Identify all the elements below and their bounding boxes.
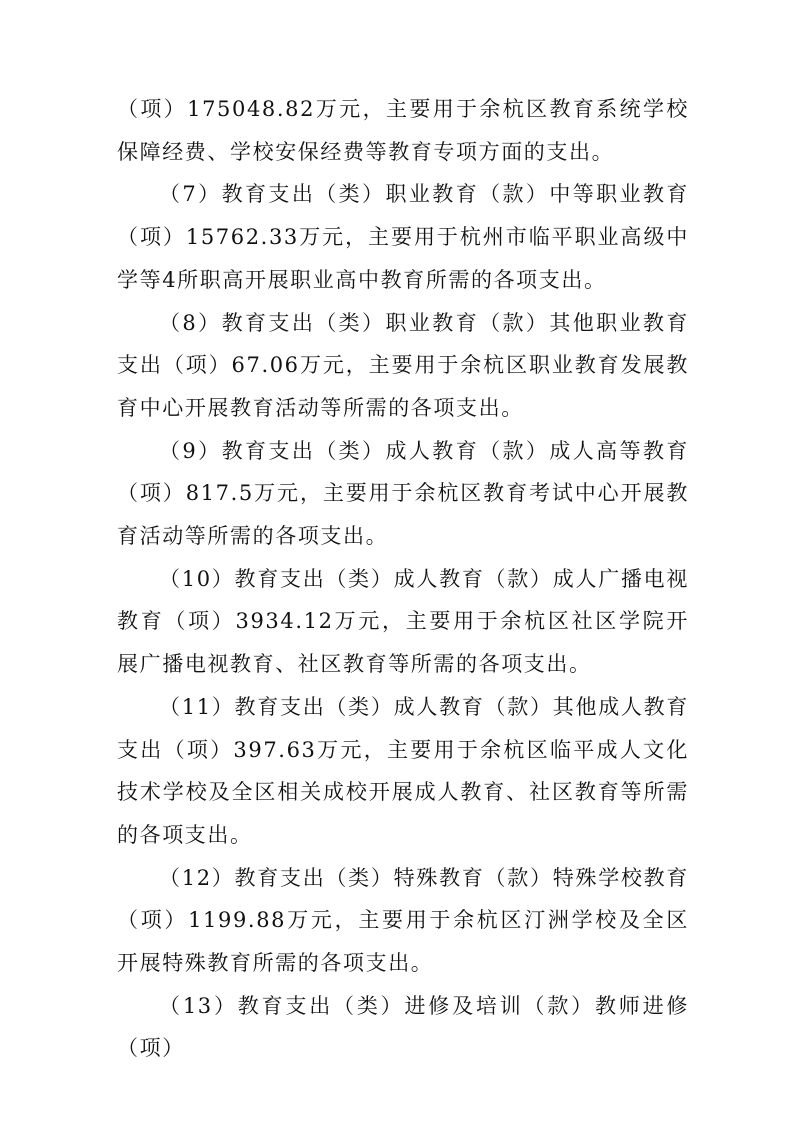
text-line: 出。	[207, 822, 253, 847]
text-line: 育（项）3934.12万元，主要用于余杭区社区学院开展广播	[117, 609, 689, 677]
text-line: 817.5万元，主要用于余杭区教育考试中心开展教育活动等	[117, 481, 689, 549]
text-line: 校及全区相关成校开展成人教育、社区教育等所需的各项支	[117, 780, 689, 847]
text-line: 所需的各项支出。	[207, 524, 389, 549]
text-line: 电视教育、社区教育等所需的各项支出。	[184, 652, 592, 677]
body-text	[117, 88, 689, 1070]
text-line: （11）教育支出（类）成人教育（款）其他成人教育支	[117, 694, 689, 762]
text-line: （10）教育支出（类）成人教育（款）成人广播电视教	[117, 566, 689, 634]
text-line: 15762.33万元，主要用于杭州市临平职业高级中学等4所职	[117, 225, 689, 292]
paragraph	[117, 302, 689, 430]
paragraph	[117, 173, 689, 301]
text-line: 育所需的各项支出。	[230, 951, 434, 976]
text-line: （项）175048.82万元，主要用于余杭区教育系统学校保障	[117, 97, 689, 164]
paragraph	[117, 88, 689, 173]
paragraph	[117, 558, 689, 686]
text-line: 1199.88万元，主要用于余杭区汀洲学校及全区开展特殊教	[117, 908, 689, 976]
text-line: （12）教育支出（类）特殊教育（款）特殊学校教育（项）	[117, 865, 689, 933]
paragraph	[117, 857, 689, 985]
text-line: （13）教育支出（类）进修及培训（款）教师进修（项）	[117, 993, 689, 1061]
paragraph	[117, 430, 689, 558]
text-line: 出（项）397.63万元，主要用于余杭区临平成人文化技术学	[117, 737, 690, 805]
text-line: （7）教育支出（类）职业教育（款）中等职业教育（项）	[117, 182, 689, 250]
text-line: （项）67.06万元，主要用于余杭区职业教育发展教育中心	[117, 353, 689, 420]
text-line: 经费、学校安保经费等教育专项方面的支出。	[162, 139, 615, 164]
text-line: 高开展职业高中教育所需的各项支出。	[222, 267, 607, 292]
text-line: （9）教育支出（类）成人教育（款）成人高等教育（项）	[117, 438, 689, 506]
text-line: 开展教育活动等所需的各项支出。	[184, 395, 524, 420]
text-line: （8）教育支出（类）职业教育（款）其他职业教育支出	[117, 310, 689, 378]
paragraph	[117, 985, 689, 1070]
paragraph	[117, 686, 689, 857]
